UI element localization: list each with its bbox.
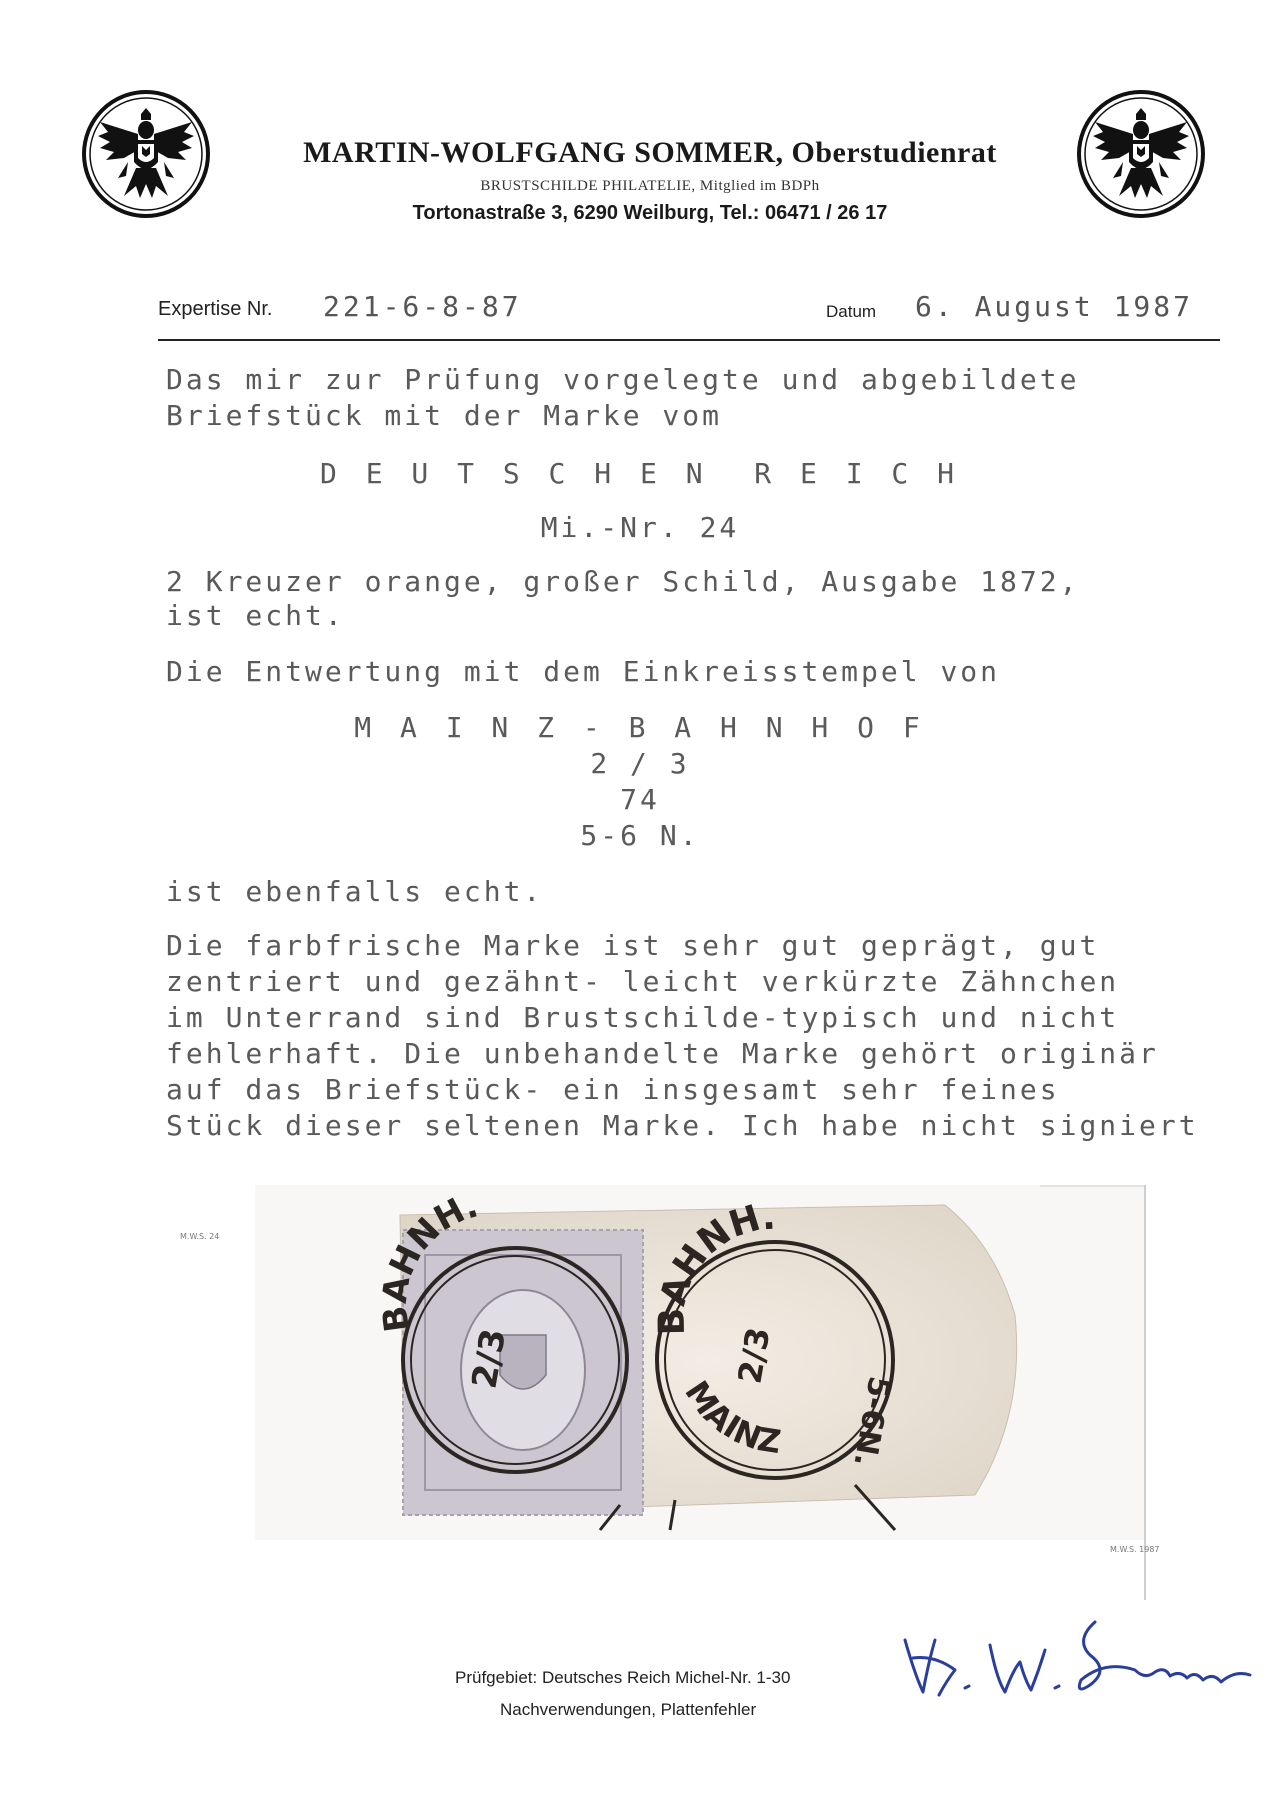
postmark-date: 2/3 — [730, 1324, 778, 1387]
expert-mark-left: M.W.S. 24 — [180, 1232, 220, 1241]
postmarked-cover-image — [255, 1185, 1145, 1540]
cancel-place: M A I N Z - B A H N H O F — [354, 711, 926, 744]
description-line: Die farbfrische Marke ist sehr gut geprägt, gut — [166, 929, 1100, 962]
intro-line: Das mir zur Prüfung vorgelegte und abgebildete — [166, 363, 1080, 396]
examination-scope: Nachverwendungen, Plattenfehler — [500, 1700, 757, 1719]
intro-line: Briefstück mit der Marke vom — [166, 399, 723, 432]
eagle-seal-icon — [1075, 88, 1207, 220]
stamp-description: 2 Kreuzer orange, großer Schild, Ausgabe 1872, — [166, 565, 1080, 598]
postmark-text: BAHNH. — [651, 1196, 777, 1336]
letterhead-address: Tortonastraße 3, 6290 Weilburg, Tel.: 06471 / 26 17 — [412, 202, 888, 224]
handwritten-signature — [895, 1600, 1270, 1720]
divider — [158, 339, 1220, 341]
eagle-seal-icon — [80, 88, 212, 220]
michel-number: Mi.-Nr. 24 — [540, 511, 740, 544]
letterhead-name: MARTIN-WOLFGANG SOMMER, Oberstudienrat — [303, 136, 997, 169]
cancel-time: 5-6 N. — [580, 819, 700, 852]
cancel-date: 2 / 3 — [590, 747, 690, 780]
expertise-label: Expertise Nr. — [158, 298, 273, 320]
description-line: im Unterrand sind Brustschilde-typisch und nicht — [166, 1001, 1120, 1034]
cancel-intro: Die Entwertung mit dem Einkreisstempel von — [166, 655, 1001, 688]
postmark-date: 2/3 — [464, 1325, 515, 1392]
expert-mark-right: M.W.S. 1987 — [1110, 1545, 1160, 1554]
postmark-text: BAHNH. — [374, 1185, 483, 1335]
postmark-time: 5-6N. — [846, 1373, 897, 1470]
description-line: fehlerhaft. Die unbehandelte Marke gehört originär — [166, 1037, 1159, 1070]
cancel-year: 74 — [620, 783, 660, 816]
cancel-verdict: ist ebenfalls echt. — [166, 875, 544, 908]
postmark-place: MAINZ — [677, 1373, 784, 1462]
description-line: Stück dieser seltenen Marke. Ich habe nicht signiert — [166, 1109, 1199, 1142]
country-name: D E U T S C H E N R E I C H — [319, 457, 960, 490]
date-value: 6. August 1987 — [915, 290, 1194, 323]
date-label: Datum — [826, 302, 877, 321]
examination-area: Prüfgebiet: Deutsches Reich Michel-Nr. 1-30 — [455, 1668, 791, 1687]
description-line: zentriert und gezähnt- leicht verkürzte Zähnchen — [166, 965, 1120, 998]
expertise-number: 221-6-8-87 — [323, 290, 522, 323]
description-line: auf das Briefstück- ein insgesamt sehr feines — [166, 1073, 1060, 1106]
stamp-verdict: ist echt. — [166, 599, 345, 632]
letterhead-subtitle: BRUSTSCHILDE PHILATELIE, Mitglied im BDPh — [480, 178, 820, 194]
